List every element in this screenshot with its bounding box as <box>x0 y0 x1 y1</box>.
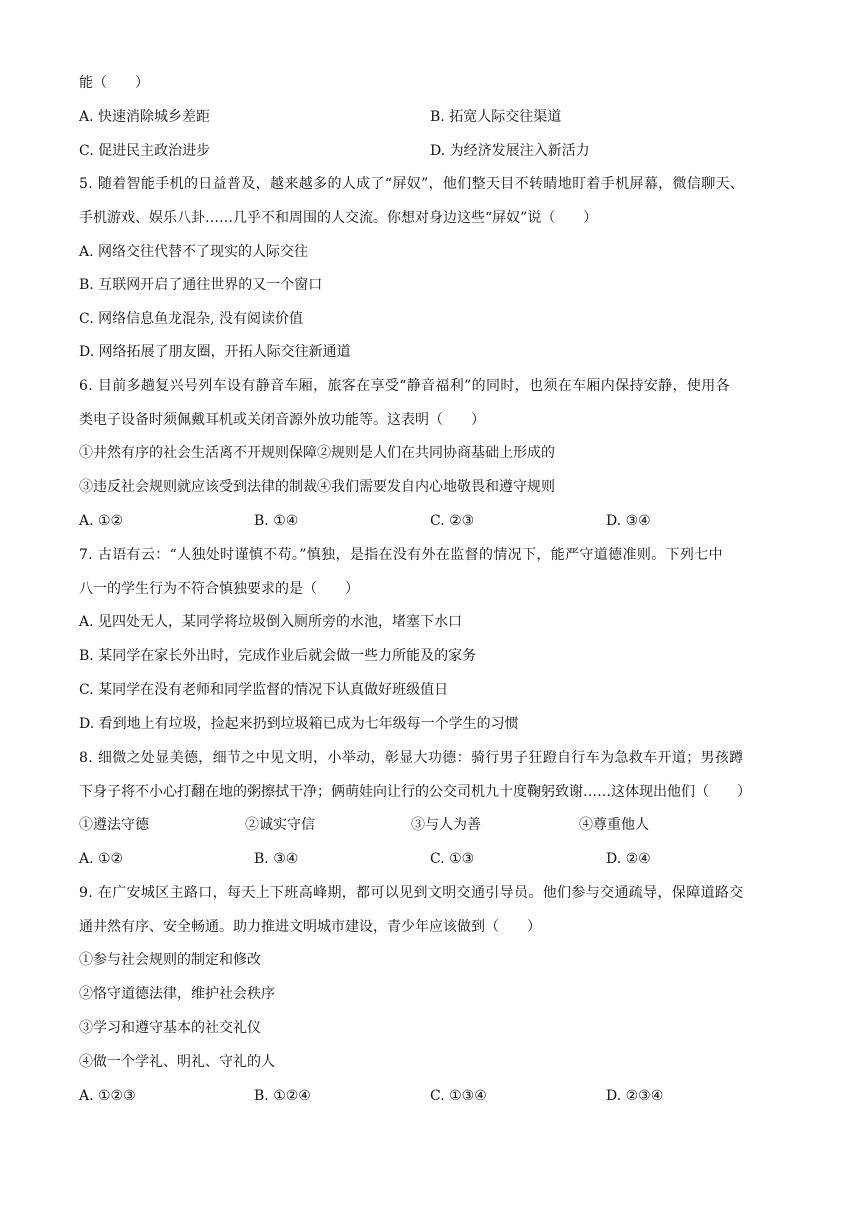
q8-choice-1: ①遵法守德 <box>79 817 149 833</box>
q9-choice-2: ②恪守道德法律，维护社会秩序 <box>79 986 275 1002</box>
q7-stem-line-1: 7. 古语有云：“人独处时谨慎不苟。”慎独，是指在没有外在监督的情况下，能严守道德准则。下列七中 <box>79 547 723 563</box>
q7-option-a: A. 见四处无人，某同学将垃圾倒入厕所旁的水池，堵塞下水口 <box>79 614 463 630</box>
q8-stem-line-1: 8. 细微之处显美德，细节之中见文明，小举动，彰显大功德：骑行男子狂蹬自行车为急救车开道；男孩蹲 <box>79 750 744 766</box>
q9-option-d: D. ②③④ <box>606 1088 664 1104</box>
q6-option-c: C. ②③ <box>430 513 475 529</box>
q5-option-d: D. 网络拓展了朋友圈，开拓人际交往新通道 <box>79 344 351 360</box>
q6-option-b: B. ①④ <box>254 513 299 529</box>
q5-stem-line-1: 5. 随着智能手机的日益普及，越来越多的人成了“屏奴”，他们整天目不转睛地盯着手机屏幕，微信聊天、 <box>79 176 745 192</box>
q5-option-a: A. 网络交往代替不了现实的人际交往 <box>79 244 309 260</box>
q9-stem-line-1: 9. 在广安城区主路口，每天上下班高峰期，都可以见到文明交通引导员。他们参与交通疏导，保障道路交 <box>79 885 744 901</box>
q6-option-d: D. ③④ <box>606 513 651 529</box>
q8-option-d: D. ②④ <box>606 851 651 867</box>
q8-choice-4: ④尊重他人 <box>579 817 649 833</box>
q4-option-a: A. 快速消除城乡差距 <box>79 109 211 125</box>
q9-option-c: C. ①③④ <box>430 1088 487 1104</box>
q4-option-d: D. 为经济发展注入新活力 <box>430 143 590 159</box>
q9-option-b: B. ①②④ <box>254 1088 311 1104</box>
q7-option-d: D. 看到地上有垃圾，捡起来扔到垃圾箱已成为七年级每一个学生的习惯 <box>79 716 519 732</box>
q4-option-c: C. 促进民主政治进步 <box>79 143 211 159</box>
q8-option-c: C. ①③ <box>430 851 475 867</box>
question-stem-tail: 能（ ） <box>79 75 149 91</box>
q8-stem-line-2: 下身子将不小心打翻在地的粥擦拭干净；俩萌娃向让行的公交司机九十度鞠躬致谢……这体现出他们（ ） <box>79 784 751 800</box>
q8-choice-2: ②诚实守信 <box>245 817 315 833</box>
q8-choice-3: ③与人为善 <box>411 817 481 833</box>
q6-choice-1-2: ①井然有序的社会生活离不开规则保障②规则是人们在共同协商基础上形成的 <box>79 445 555 461</box>
q5-stem-line-2: 手机游戏、娱乐八卦……几乎不和周围的人交流。你想对身边这些“屏奴”说（ ） <box>79 210 598 226</box>
q9-option-a: A. ①②③ <box>79 1088 136 1104</box>
q9-choice-3: ③学习和遵守基本的社交礼仪 <box>79 1020 261 1036</box>
q6-stem-line-1: 6. 目前多趟复兴号列车设有静音车厢，旅客在享受“静音福利”的同时，也须在车厢内保持安静，使用各 <box>79 378 730 394</box>
q9-choice-1: ①参与社会规则的制定和修改 <box>79 952 261 968</box>
q5-option-c: C. 网络信息鱼龙混杂, 没有阅读价值 <box>79 311 304 327</box>
q4-option-b: B. 拓宽人际交往渠道 <box>430 109 562 125</box>
q5-option-b: B. 互联网开启了通往世界的又一个窗口 <box>79 277 323 293</box>
q7-option-c: C. 某同学在没有老师和同学监督的情况下认真做好班级值日 <box>79 682 449 698</box>
q6-option-a: A. ①② <box>79 513 124 529</box>
q8-option-b: B. ③④ <box>254 851 299 867</box>
q7-stem-line-2: 八一的学生行为不符合慎独要求的是（ ） <box>79 581 359 597</box>
q9-stem-line-2: 通井然有序、安全畅通。助力推进文明城市建设，青少年应该做到（ ） <box>79 919 541 935</box>
q6-stem-line-2: 类电子设备时须佩戴耳机或关闭音源外放功能等。这表明（ ） <box>79 412 485 428</box>
q9-choice-4: ④做一个学礼、明礼、守礼的人 <box>79 1054 275 1070</box>
q8-option-a: A. ①② <box>79 851 124 867</box>
q7-option-b: B. 某同学在家长外出时，完成作业后就会做一些力所能及的家务 <box>79 648 477 664</box>
q6-choice-3-4: ③违反社会规则就应该受到法律的制裁④我们需要发自内心地敬畏和遵守规则 <box>79 479 555 495</box>
